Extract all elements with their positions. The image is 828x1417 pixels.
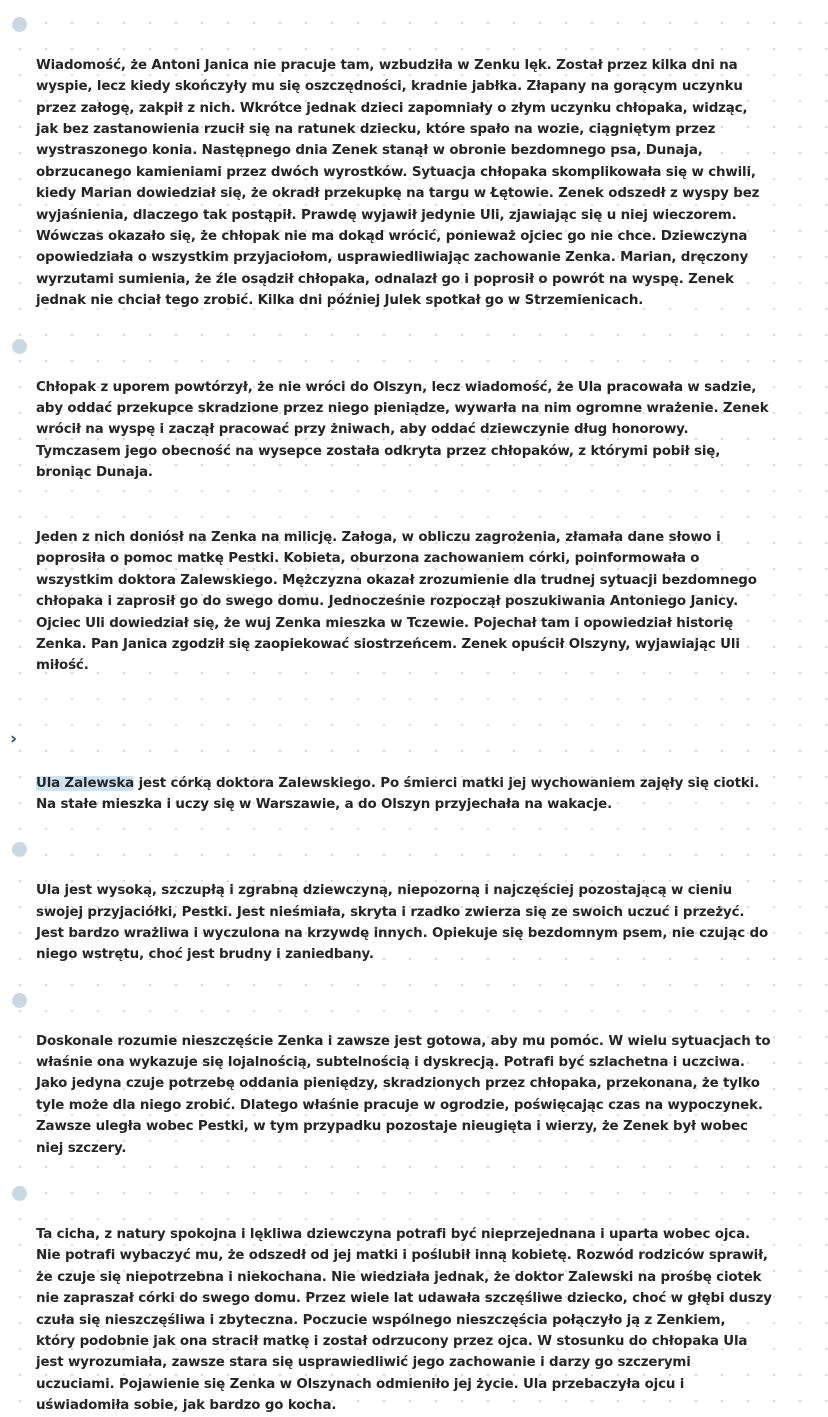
notes-page [0, 12, 828, 1417]
paragraph-text: Doskonale rozumie nieszczęście Zenka i zawsze jest gotowa, aby mu pomóc. W wielu sytuacjach to właśnie ona wykazuje się lojalnością, subtelnością i dyskrecją. Potrafi być szlachetna i uczciwa. Jako jedyna czuje potrzebę oddania pieniędzy, skradzionych przez chłopaka, przekonana, że tylko tyle może dla niego zrobić. Dlatego właśnie pracuje w ogrodzie, poświęcając czas na wypoczynek. Zawsze uległa wobec Pestki, w tym przypadku pozostaje nieugięta i wierzy, że Zenek był wobec niej szczery. [36, 1033, 771, 1156]
paragraph-text: Chłopak z uporem powtórzył, że nie wróci do Olszyn, lecz wiadomość, że Ula pracowała w sadzie, aby oddać przekupce skradzione przez niego pieniądze, wywarła na nim ogromne wrażenie. Zenek wrócił na wyspę i zaczął pracować przy żniwach, aby oddać dziewczynie dług honorowy. Tymczasem jego obecność na wysepce została odkryta przez chłopaków, z którymi pobił się, broniąc Dunaja. [36, 379, 769, 481]
circle-bullet-icon [12, 993, 27, 1008]
paragraph-text: jest córką doktora Zalewskiego. Po śmierci matki jej wychowaniem zajęły się ciotki. Na stałe mieszka i uczy się w Warszawie, a do Olszyn przyjechała na wakacje. [36, 775, 760, 812]
paragraph-plot-1 [36, 12, 804, 312]
paragraph-ula-father [36, 1181, 804, 1416]
paragraph-ula-appearance [36, 837, 804, 965]
paragraph-ula-intro [10, 728, 804, 816]
paragraph-plot-2 [36, 334, 804, 484]
paragraph-text: Ula jest wysoką, szczupłą i zgrabną dziewczyną, niepozorną i najczęściej pozostającą w cieniu swojej przyjaciółki, Pestki. Jest nieśmiała, skryta i rzadko zwierza się ze swoich uczuć i przeżyć. Jest bardzo wrażliwa i wyczulona na krzywdę innych. Opiekuje się bezdomnym psem, nie czując do niego wstrętu, choć jest brudny i zaniedbany. [36, 883, 768, 963]
highlighted-character-name: Ula Zalewska [36, 775, 135, 791]
paragraph-text: Wiadomość, że Antoni Janica nie pracuje tam, wzbudziła w Zenku lęk. Został przez kilka dni na wyspie, lecz kiedy skończyły mu się oszczędności, kradnie jabłka. Złapany na gorącym uczynku przez załogę, zakpił z nich. Wkrótce jednak dzieci zapomniały o złym uczynku chłopaka, widząc, jak bez zastanowienia rzucił się na ratunek dziecku, które spało na wozie, ciągniętym przez wystraszonego konia. Następnego dnia Zenek stanął w obronie bezdomnego psa, Dunaja, obrzucanego kamieniami przez dwóch wyrostków. Sytuacja chłopaka skomplikowała się w chwili, kiedy Marian dowiedział się, że okradł przekupkę na targu w Łętowie. Zenek odszedł z wyspy bez wyjaśnienia, dlaczego tak postąpił. Prawdę wyjawił jedynie Uli, zjawiając się u niej wieczorem. Wówczas okazało się, że chłopak nie ma dokąd wrócić, ponieważ ojciec go nie chce. Dziewczyna opowiedziała o wszystkim przyjaciołom, usprawiedliwiając zachowanie Zenka. Marian, dręczony wyrzutami sumienia, że źle osądził chłopaka, odnalazł go i poprosił o powrót na wyspę. Zenek jednak nie chciał tego zrobić. Kilka dni później Julek spotkał go w Strzemienicach. [36, 57, 760, 309]
circle-bullet-icon [12, 17, 27, 32]
paragraph-plot-3 [36, 506, 804, 677]
circle-bullet-icon [12, 842, 27, 857]
chevron-right-icon: › [10, 728, 17, 749]
paragraph-text: Jeden z nich doniósł na Zenka na milicję. Załoga, w obliczu zagrożenia, złamała dane słowo i poprosiła o pomoc matkę Pestki. Kobieta, oburzona zachowaniem córki, poinformowała o wszystkim doktora Zalewskiego. Mężczyzna okazał zrozumienie dla trudnej sytuacji bezdomnego chłopaka i zaprosił go do swego domu. Jednocześnie rozpoczął poszukiwania Antoniego Janicy. Ojciec Uli dowiedział się, że wuj Zenka mieszka w Tczewie. Pojechał tam i opowiedział historię Zenka. Pan Janica zgodził się zaopiekować siostrzeńcem. Zenek opuścił Olszyny, wyjawiając Uli miłość. [36, 529, 757, 674]
circle-bullet-icon [12, 339, 27, 354]
circle-bullet-icon [12, 1186, 27, 1201]
paragraph-text: Ta cicha, z natury spokojna i lękliwa dziewczyna potrafi być nieprzejednana i uparta wobec ojca. Nie potrafi wybaczyć mu, że odszedł od jej matki i poślubił inną kobietę. Rozwód rodziców sprawił, że czuje się niepotrzebna i niekochana. Nie wiedziała jednak, że doktor Zalewski na prośbę ciotek nie zapraszał córki do swego domu. Przez wiele lat udawała szczęśliwe dziecko, choć w głębi duszy czuła się nieszczęśliwa i zbyteczna. Poczucie wspólnego nieszczęścia połączyło ją z Zenkiem, który podobnie jak ona stracił matkę i został odrzucony przez ojca. W stosunku do chłopaka Ula jest wyrozumiała, zawsze stara się usprawiedliwić jego zachowanie i darzy go szczerymi uczuciami. Pojawienie się Zenka w Olszynach odmieniło jej życie. Ula przebaczyła ojcu i uświadomiła sobie, jak bardzo go kocha. [36, 1226, 772, 1414]
paragraph-ula-character [36, 988, 804, 1159]
